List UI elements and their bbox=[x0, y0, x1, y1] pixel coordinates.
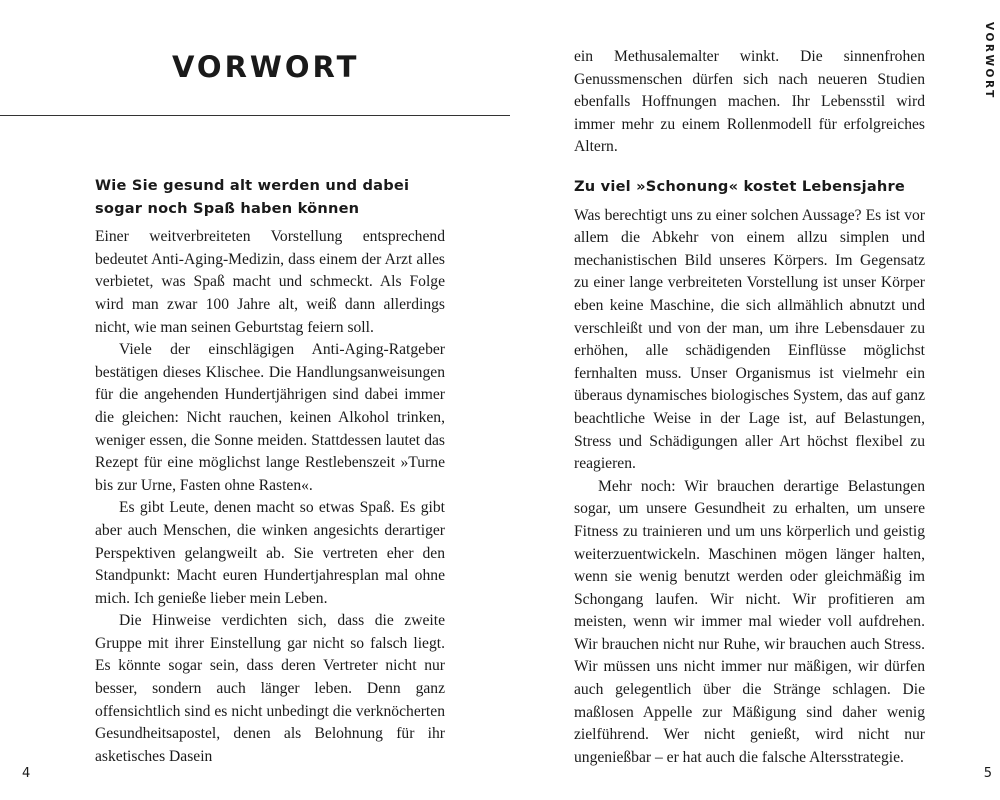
left-text-column bbox=[95, 175, 445, 768]
running-head: VORWORT bbox=[983, 22, 995, 100]
right-page bbox=[500, 0, 1000, 800]
paragraph: Mehr noch: Wir brauchen derartige Belastungen sogar, um unsere Gesundheit zu erhalten, um unsere Fitness zu trainieren und um uns körperlich und geistig weiterzuentwickeln. Maschinen mögen länger halten, wenn sie wenig benutzt werden oder gleichmäßig im Schongang laufen. Wir nicht. Wir profitieren am meisten, wenn wir immer mal wieder voll aufdrehen. Wir brauchen nicht nur Ruhe, wir brauchen auch Stress. Wir müssen uns nicht immer nur mäßigen, wir dürfen auch gelegentlich über die Stränge schlagen. Die maßlosen Appelle zur Mäßigung sind daher wenig zielführend. Wer nicht genießt, wird nicht nur ungenießbar – er hat auch die falsche Altersstrategie. bbox=[574, 477, 925, 766]
paragraph: Es gibt Leute, denen macht so etwas Spaß. Es gibt aber auch Menschen, die winken angesichts derartiger Perspektiven gelangweilt ab. Sie vertreten eher den Standpunkt: Macht euren Hundertjahresplan mal ohne mich. Ich genieße lieber mein Leben. bbox=[95, 499, 445, 607]
page-number-left: 4 bbox=[22, 766, 31, 781]
right-text-column bbox=[574, 176, 925, 769]
paragraph: Was berechtigt uns zu einer solchen Aussage? Es ist vor allem die Abkehr von einem allzu simplen und mechanistischen Bild unseres Körpers. Im Gegensatz zu einer lange verbreiteten Vorstellung ist unser Körper eben keine Maschine, die sich allmählich abnutzt und verschleißt und von der man, um ihre Lebensdauer zu erhöhen, alle schädigenden Einflüsse möglichst fernhalten muss. Unser Organismus ist vielmehr ein überaus dynamisches biologisches System, das auf ganz beachtliche Weise in der Lage ist, auf Belastungen, Stress und Schädigungen aller Art höchst flexibel zu reagieren. bbox=[574, 206, 925, 473]
continuation-text bbox=[574, 46, 925, 159]
paragraph: Einer weitverbreiteten Vorstellung entsprechend bedeutet Anti-Aging-Medizin, dass einem der Arzt alles verbietet, was Spaß macht und schmeckt. Als Folge wird man zwar 100 Jahre alt, weiß dann allerdings nicht, wie man seinen Geburtstag feiern soll. bbox=[95, 228, 445, 336]
page-number-right: 5 bbox=[983, 766, 992, 781]
paragraph: Die Hinweise verdichten sich, dass die zweite Gruppe mit ihrer Einstellung gar nicht so falsch liegt. Es könnte sogar sein, dass deren Vertreter nicht nur besser, sondern auch länger leben. Denn ganz offensichtlich sind es nicht unbedingt die verknöcherten Gesundheitsapostel, denen als Belohnung für ihr asketisches Dasein bbox=[95, 612, 445, 765]
chapter-title: VORWORT bbox=[172, 50, 360, 84]
section-heading-right: Zu viel »Schonung« kostet Lebensjahre bbox=[574, 178, 905, 195]
section-heading-left: Wie Sie gesund alt werden und dabei sogar noch Spaß haben können bbox=[95, 177, 410, 217]
paragraph: ein Methusalemalter winkt. Die sinnenfrohen Genussmenschen dürfen sich nach neueren Studien ebenfalls Hoffnungen machen. Ihr Lebensstil wird immer mehr zu einem Rollenmodell für erfolgreiches Altern. bbox=[574, 48, 925, 156]
title-rule bbox=[0, 115, 510, 116]
paragraph: Viele der einschlägigen Anti-Aging-Ratgeber bestätigen dieses Klischee. Die Handlungsanweisungen für die angehenden Hundertjährigen sind dabei immer die gleichen: Nicht rauchen, keinen Alkohol trinken, weniger essen, die Sonne meiden. Stattdessen lautet das Rezept für eine möglichst lange Restlebenszeit »Turne bis zur Urne, Fasten ohne Rasten«. bbox=[95, 341, 445, 494]
